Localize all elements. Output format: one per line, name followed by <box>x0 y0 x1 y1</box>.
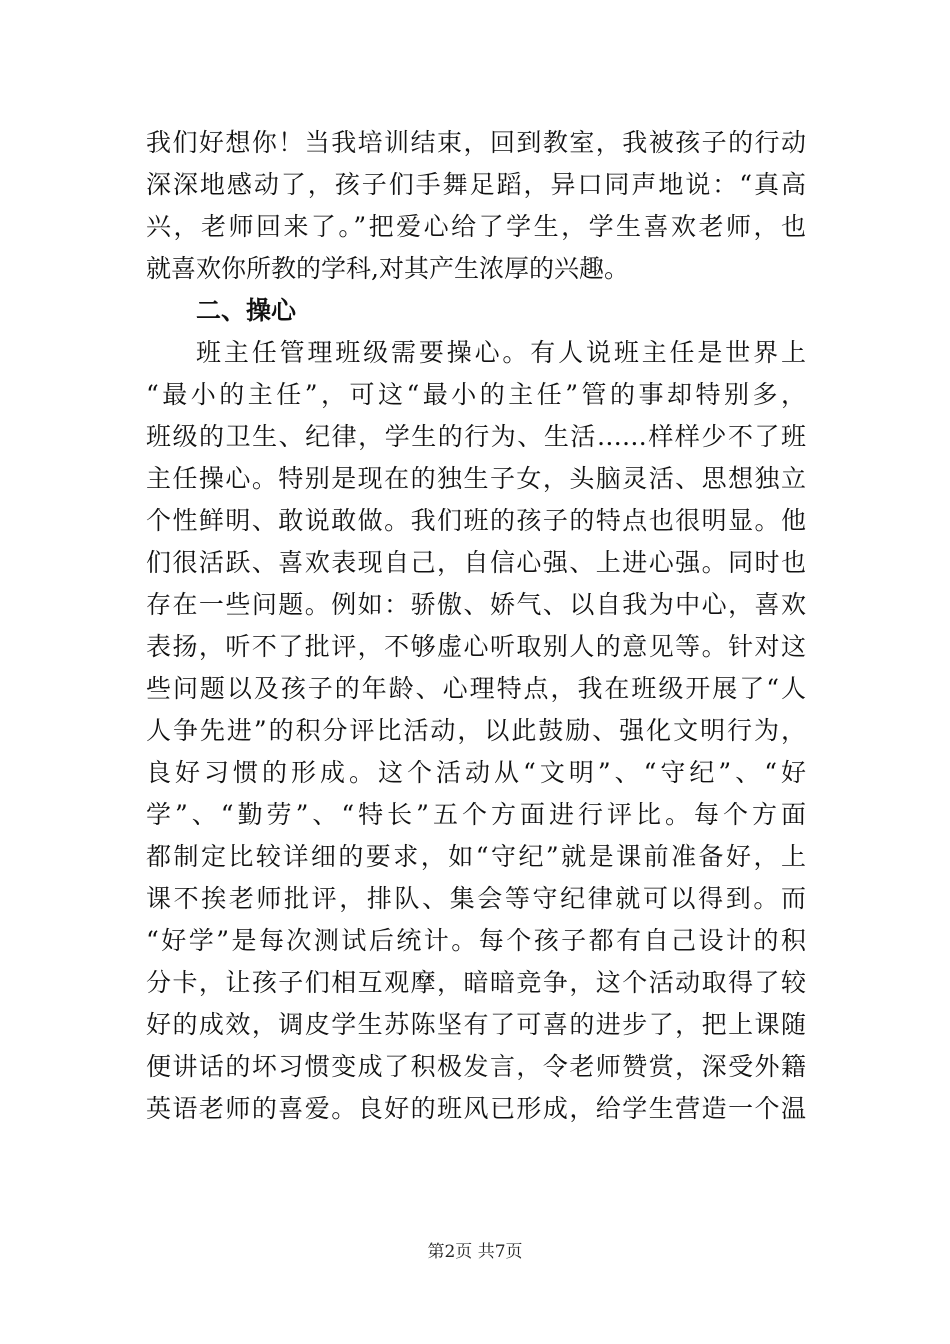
text-line: 班主任管理班级需要操心。有人说班主任是世界上 <box>196 338 806 367</box>
text-line: 班级的卫生、纪律，学生的行为、生活……样样少不了班 <box>146 422 806 451</box>
section-heading: 二、操心 <box>196 296 297 325</box>
text-line: “最小的主任”，可这“最小的主任”管的事却特别多， <box>146 380 806 409</box>
text-line: 深深地感动了，孩子们手舞足蹈，异口同声地说：“真高 <box>146 170 806 199</box>
text-line: 分卡，让孩子们相互观摩，暗暗竞争，这个活动取得了较 <box>146 968 806 997</box>
text-line: 表扬，听不了批评，不够虚心听取别人的意见等。针对这 <box>146 632 806 661</box>
text-line: 些问题以及孩子的年龄、心理特点，我在班级开展了“人 <box>146 674 806 703</box>
document-body <box>146 122 806 1130</box>
text-line: 就喜欢你所教的学科,对其产生浓厚的兴趣。 <box>146 254 629 283</box>
text-line: 都制定比较详细的要求，如“守纪”就是课前准备好，上 <box>146 842 806 871</box>
text-line: 人争先进”的积分评比活动，以此鼓励、强化文明行为， <box>146 716 806 745</box>
text-line: 良好习惯的形成。这个活动从“文明”、“守纪”、“好 <box>146 758 806 787</box>
paragraph-continued <box>146 122 806 290</box>
text-line: 学”、“勤劳”、“特长”五个方面进行评比。每个方面 <box>146 800 806 829</box>
text-line: 课不挨老师批评，排队、集会等守纪律就可以得到。而 <box>146 884 806 913</box>
text-line: 个性鲜明、敢说敢做。我们班的孩子的特点也很明显。他 <box>146 506 806 535</box>
page-number: 第2页 共7页 <box>427 1242 523 1262</box>
text-line: 便讲话的坏习惯变成了积极发言，令老师赞赏，深受外籍 <box>146 1052 806 1081</box>
text-line: 兴，老师回来了。”把爱心给了学生，学生喜欢老师，也 <box>146 212 806 241</box>
text-line: 英语老师的喜爱。良好的班风已形成，给学生营造一个温 <box>146 1094 806 1123</box>
text-line: 我们好想你！当我培训结束，回到教室，我被孩子的行动 <box>146 128 806 157</box>
text-line: 存在一些问题。例如：骄傲、娇气、以自我为中心，喜欢 <box>146 590 806 619</box>
page-footer <box>0 1240 950 1264</box>
paragraph-section-2 <box>146 332 806 1130</box>
text-line: “好学”是每次测试后统计。每个孩子都有自己设计的积 <box>146 926 806 955</box>
text-line: 们很活跃、喜欢表现自己，自信心强、上进心强。同时也 <box>146 548 806 577</box>
text-line: 好的成效，调皮学生苏陈坚有了可喜的进步了，把上课随 <box>146 1010 806 1039</box>
text-line: 主任操心。特别是现在的独生子女，头脑灵活、思想独立 <box>146 464 806 493</box>
